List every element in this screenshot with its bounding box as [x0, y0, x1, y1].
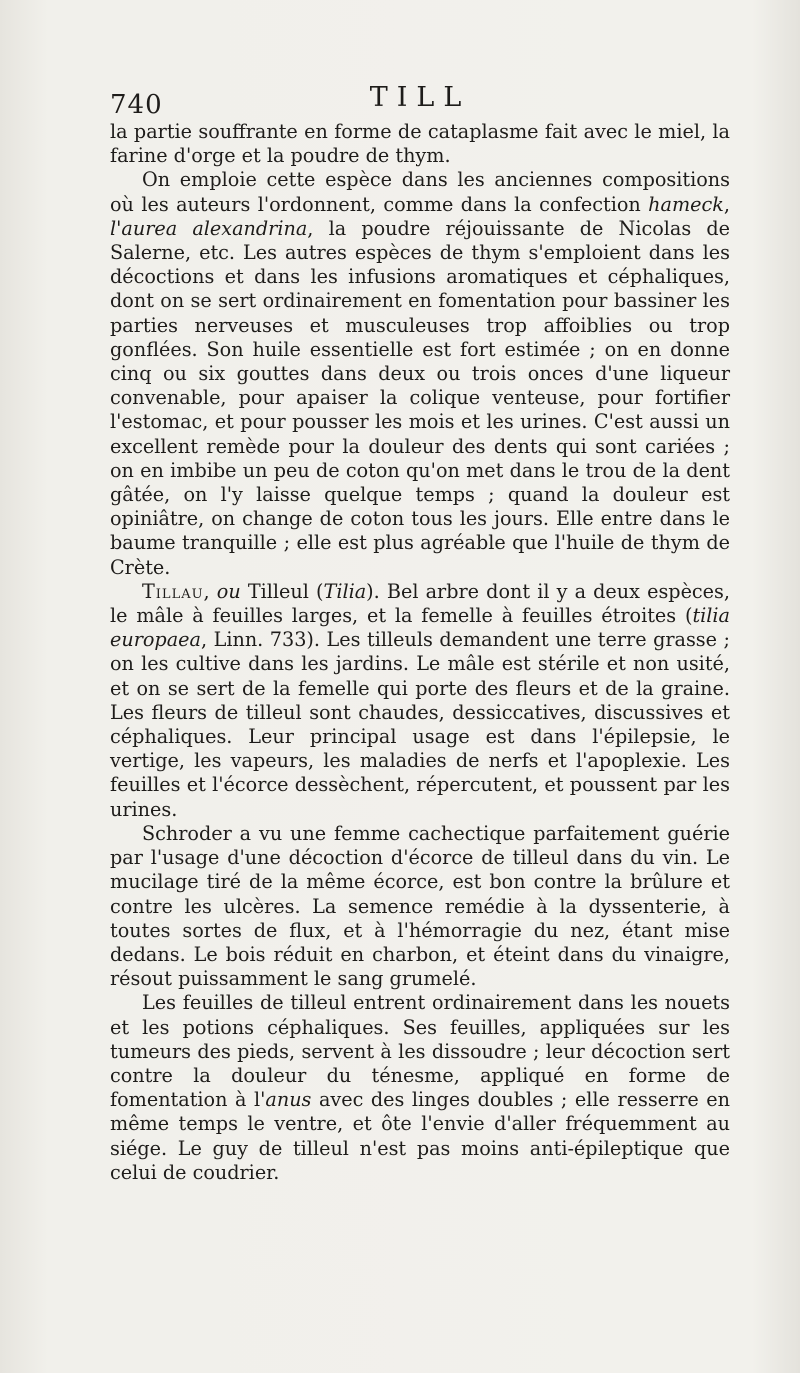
running-title: TILL: [369, 82, 471, 113]
paragraph-tillau-entry: [110, 580, 730, 822]
entry-headword: Tillau: [142, 579, 204, 603]
paragraph-continuation: la partie souffrante en forme de cataplasme fait avec le miel, la farine d'orge et la poudre de thym.: [110, 120, 730, 168]
page-number: 740: [110, 90, 163, 120]
italic-term-aurea: l'aurea alexandrina: [110, 216, 308, 240]
text-run: On emploie cette espèce dans les anciennes compositions où les auteurs l'ordonnent, comme dans la confection: [110, 168, 730, 216]
text-run: ). Bel arbre dont il y a deux espèces, le mâle à feuilles larges, et la femelle à feuilles étroites (: [110, 579, 730, 628]
italic-term-tilia-europaea: tilia europaea: [110, 604, 730, 652]
italic-term-tilia: Tilia: [323, 579, 367, 603]
text-run: , Linn. 733). Les tilleuls demandent une terre grasse ; on les cultive dans les jardins. Le mâle est stérile et non usité, et on se sert de la femelle qui porte des fleurs et de la graine. Les fleurs de tilleul sont chaudes, dessiccatives, discussives et céphaliques. Leur principal usage est dans l'épilepsie, le vertige, les vapeurs, les maladies de nerfs et l'apoplexie. Les feuilles et l'écorce dessèchent, répercutent, et poussent par les urines.: [110, 628, 730, 821]
paragraph-thym-usage: [110, 168, 730, 579]
body-text: [110, 120, 730, 1185]
text-run: Tilleul (: [240, 579, 324, 603]
running-head: [110, 80, 730, 120]
text-run: Les feuilles de tilleul entrent ordinairement dans les nouets et les potions céphaliques. Ses feuilles, appliquées sur les tumeurs des pieds, servent à les dissoudre ; leur décoction sert contre la douleur du ténesme, appliqué en forme de fomentation à l': [110, 991, 730, 1112]
italic-word-ou: ou: [216, 579, 241, 603]
text-run: ,: [203, 579, 217, 603]
text-run: ,: [723, 192, 730, 216]
italic-term-hameck: hameck: [648, 192, 724, 216]
paragraph-feuilles: [110, 991, 730, 1185]
text-run: avec des linges doubles ; elle resserre en même temps le ventre, et ôte l'envie d'aller fréquemment au siége. Le guy de tilleul n'est pas moins anti-épileptique que celui de coudrier.: [110, 1088, 730, 1184]
text-run: , la poudre réjouissante de Nicolas de Salerne, etc. Les autres espèces de thym s'emploient dans les décoctions et dans les infusions aromatiques et céphaliques, dont on se sert ordinairement en fomentation pour bassiner les parties nerveuses et musculeuses trop affoiblies ou trop gonflées. Son huile essentielle est fort estimée ; on en donne cinq ou six gouttes dans deux ou trois onces d'une liqueur convenable, pour apaiser la colique venteuse, pour fortifier l'estomac, et pour pousser les mois et les urines. C'est aussi un excellent remède pour la douleur des dents qui sont cariées ; on en imbibe un peu de coton qu'on met dans le trou de la dent gâtée, on l'y laisse quelque temps ; quand la douleur est opiniâtre, on change de coton tous les jours. Elle entre dans le baume tranquille ; elle est plus agréable que l'huile de thym de Crète.: [110, 216, 730, 579]
paragraph-schroder: Schroder a vu une femme cachectique parfaitement guérie par l'usage d'une décoction d'écorce de tilleul dans du vin. Le mucilage tiré de la même écorce, est bon contre la brûlure et contre les ulcères. La semence remédie à la dyssenterie, à toutes sortes de flux, et à l'hémorragie du nez, étant mise dedans. Le bois réduit en charbon, et éteint dans du vinaigre, résout puissamment le sang grumelé.: [110, 821, 730, 991]
italic-term-anus: anus: [265, 1088, 312, 1112]
